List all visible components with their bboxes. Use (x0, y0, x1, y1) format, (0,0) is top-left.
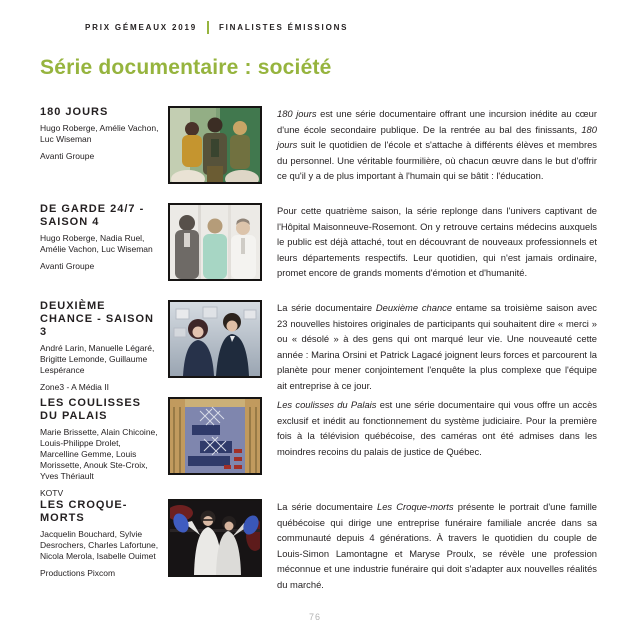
photo-illustration (170, 108, 260, 182)
entry-credits: Hugo Roberge, Amélie Vachon, Luc Wiseman (40, 123, 159, 144)
entry-title: 180 JOURS (40, 106, 109, 118)
photo-de-garde (168, 203, 262, 281)
entry-info (40, 300, 161, 393)
section-title: Série documentaire : société (40, 56, 332, 79)
entry-title: LES COULISSES DU PALAIS (40, 397, 142, 422)
entry-title: DEUXIÈME CHANCE - SAISON 3 (40, 300, 155, 338)
photo-180-jours (168, 106, 262, 184)
header-separator-bar (207, 21, 209, 34)
entry-producer: KOTV (40, 488, 64, 498)
photo-croque-morts (168, 499, 262, 577)
entry-description: La série documentaire Les Croque-morts présente le portrait d'une famille québécoise qui dirige une entreprise funéraire familiale ancrée dans sa communauté depuis 4 générations. À travers le quotidien du couple de Louis-Simon Lamontagne et Maryse Proulx, se révèle une profession méconnue et une industrie funéraire qui doit s'adapter aux nouvelles réalités du marché. (277, 501, 598, 590)
entry-producer: Avanti Groupe (40, 261, 95, 271)
entry-row-croque-morts (40, 499, 597, 593)
entry-title: LES CROQUE-MORTS (40, 499, 128, 524)
entry-producer: Avanti Groupe (40, 151, 95, 161)
photo-illustration (170, 399, 260, 473)
entry-description: Les coulisses du Palais est une série documentaire qui vous offre un accès exclusif et inédit au fonctionnement du système judiciaire. Pour la première fois à la télévision québécoise, des caméras ont été admises dans les moindres recoins du palais de justice de Québec. (277, 399, 597, 457)
entry-producer: Zone3 - A Média II (40, 382, 109, 392)
photo-illustration (170, 302, 260, 376)
entry-producer: Productions Pixcom (40, 568, 116, 578)
entry-row-deuxieme-chance (40, 300, 597, 394)
entry-description: 180 jours est une série documentaire offrant une incursion inédite au cœur d'une école secondaire publique. De la rentrée au bal des finissants, 180 jours suit le quotidien de l'école et s'attache à différents élèves et membres du personnel. Une véritable fourmilière, où chacun œuvre dans le but d'offrir ce qu'il y a de plus important à l'humain qui se bâtit : l'éducation. (277, 108, 597, 182)
page-number: 76 (308, 612, 321, 622)
entry-row-de-garde (40, 203, 597, 281)
entry-row-180-jours (40, 106, 597, 184)
entry-credits: André Larin, Manuelle Légaré, Brigitte Lemonde, Guillaume Lespérance (40, 343, 155, 375)
entry-credits: Hugo Roberge, Nadia Ruel, Amélie Vachon, Luc Wiseman (40, 233, 153, 254)
header-right-text: FINALISTES ÉMISSIONS (218, 23, 349, 32)
entry-credits: Jacquelin Bouchard, Sylvie Desrochers, Charles Lafortune, Nicola Merola, Isabelle Ouimet (40, 529, 159, 561)
photo-coulisses-palais (168, 397, 262, 475)
entry-info (40, 397, 161, 499)
photo-illustration (170, 205, 260, 279)
entry-row-coulisses-palais (40, 397, 597, 499)
photo-deuxieme-chance (168, 300, 262, 378)
entry-title: DE GARDE 24/7 - SAISON 4 (40, 203, 145, 228)
entry-info (40, 106, 161, 162)
entry-description: Pour cette quatrième saison, la série replonge dans l'univers captivant de l'Hôpital Maisonneuve-Rosemont. On y retrouve certains médecins auxquels le public est déjà attaché, tout en découvrant de nouveaux professionnels et leurs départements respectifs. Leur quotidien, qui n'est jamais ordinaire, promet encore de grands moments d'émotion et d'humanité. (277, 205, 597, 279)
photo-illustration (170, 501, 260, 575)
header-left-text: PRIX GÉMEAUX 2019 (85, 23, 197, 32)
entry-info (40, 499, 161, 579)
entry-description: La série documentaire Deuxième chance entame sa troisième saison avec 23 nouvelles histoires originales de participants qui souhaitent dire « merci » ou « désolé » à des gens qui ont marqué leur vie. Une nouveauté cette année : Marina Orsini et Patrick Lagacé joignent leurs forces et parcourent la planète pour mener conjointement l'enquête la plus complexe que l'équipe ait entreprise à ce jour. (277, 302, 597, 391)
page-header (85, 21, 348, 34)
entry-info (40, 203, 161, 272)
entry-credits: Marie Brissette, Alain Chicoine, Louis-Philippe Drolet, Marcelline Gemme, Louis Morissette, Anouk Ste-Croix, Yves Thériault (40, 427, 158, 481)
